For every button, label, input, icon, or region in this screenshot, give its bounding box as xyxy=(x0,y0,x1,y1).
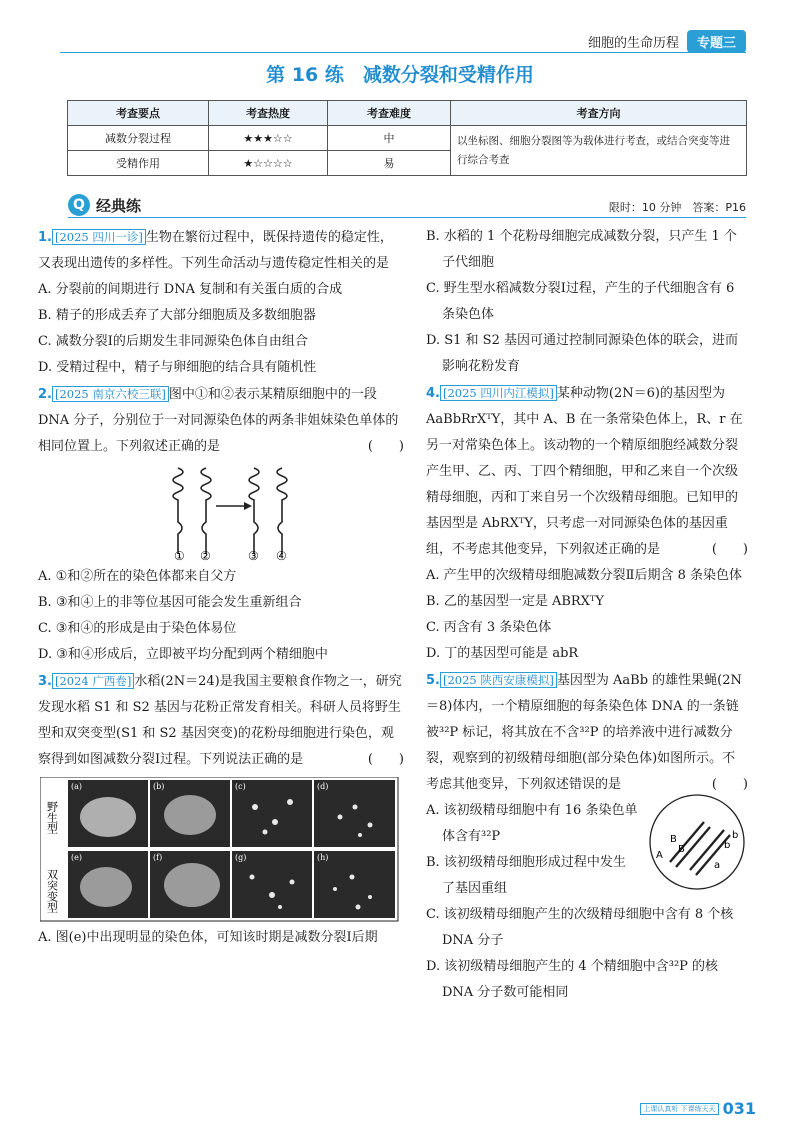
question-source: [2024 广西卷] xyxy=(52,673,134,689)
option-b[interactable]: B. 精子的形成丢弃了大部分细胞质及多数细胞器 xyxy=(38,308,316,323)
question-source: [2025 四川内江模拟] xyxy=(440,385,557,401)
option-a[interactable]: A. 该初级精母细胞中有 16 条染色单体含有³²P xyxy=(426,803,638,844)
question-stem: 基因型为 AaBb 的雄性果蝇(2N＝8)体内，一个精原细胞的每条染色体 DNA 的一条链被³²P 标记，将其放在不含³²P 的培养液中进行减数分裂，观察到的初级精母细胞(部分染色体)如图所示。不考虑其他变异，下列叙述错误的是 xyxy=(426,673,742,792)
footer-tag: 上课认真听 下课练天天 xyxy=(640,1103,718,1115)
gene-label: a xyxy=(714,860,721,871)
panel-label: (e) xyxy=(71,853,82,862)
section-title: 经典练 xyxy=(96,197,142,215)
panel-label: (h) xyxy=(317,853,329,862)
table-header: 考查难度 xyxy=(328,101,451,126)
option-a[interactable]: A. 产生甲的次级精母细胞减数分裂Ⅱ后期含 8 条染色体 xyxy=(426,568,743,583)
gene-label: B xyxy=(670,834,677,845)
question-1 xyxy=(38,224,404,381)
left-column xyxy=(38,224,404,951)
option-d[interactable]: D. 该初级精母细胞产生的 4 个精细胞中含³²P 的核 DNA 分子数可能相同 xyxy=(426,959,719,1000)
question-number: 1. xyxy=(38,230,52,245)
page-title: 第 16 练 减数分裂和受精作用 xyxy=(266,64,534,86)
header-title: 细胞的生命历程 xyxy=(587,36,679,51)
figure-label: ④ xyxy=(276,549,287,563)
option-c[interactable]: C. 野生型水稻减数分裂Ⅰ过程，产生的子代细胞含有 6 条染色体 xyxy=(426,281,735,322)
option-d[interactable]: D. 丁的基因型可能是 abR xyxy=(426,646,579,661)
table-direction-cell: 以坐标图、细胞分裂图等为载体进行考查，或结合突变等进行综合考查 xyxy=(451,126,747,176)
question-number: 3. xyxy=(38,674,52,689)
answer-ref: 答案：P16 xyxy=(692,201,746,214)
table-header: 考查要点 xyxy=(68,101,209,126)
answer-paren: ( ) xyxy=(711,777,748,792)
answer-paren: ( ) xyxy=(367,752,404,767)
answer-paren: ( ) xyxy=(367,439,404,454)
row-label-wildtype: 野生型 xyxy=(45,801,59,834)
question-stem: 某种动物(2N＝6)的基因型为 AaBbRrXᵀY，其中 A、B 在一条常染色体上，R、r 在另一对常染色体上。该动物的一个精原细胞经减数分裂产生甲、乙、丙、丁四个精细胞，甲和乙来自一个次级精母细胞，丙和丁来自另一个次级精母细胞。已知甲的基因型是 AbRXᵀY，只考虑一对同源染色体的基因重组，不考虑其他变异，下列叙述正确的是 xyxy=(426,386,743,557)
question-2 xyxy=(38,381,404,668)
question-source: [2025 南京六校三联] xyxy=(52,386,169,402)
table-cell: 中 xyxy=(328,126,451,151)
gene-label: b xyxy=(732,830,739,841)
gene-label: A xyxy=(656,850,663,861)
table-cell: ★☆☆☆☆ xyxy=(209,151,328,176)
panel-label: (b) xyxy=(153,782,165,791)
section-q-icon: Q xyxy=(68,194,90,216)
option-c[interactable]: C. 减数分裂Ⅰ的后期发生非同源染色体自由组合 xyxy=(38,334,308,349)
dna-crossover-figure xyxy=(38,460,404,564)
panel-label: (g) xyxy=(235,853,247,862)
question-source: [2025 陕西安康模拟] xyxy=(440,672,557,688)
chromosome-cell-figure xyxy=(642,792,752,892)
row-label-mutant: 双突变型 xyxy=(45,869,59,913)
option-d[interactable]: D. S1 和 S2 基因可通过控制同源染色体的联会，进而影响花粉发育 xyxy=(426,333,738,374)
micrograph-figure xyxy=(40,777,400,923)
answer-paren: ( ) xyxy=(711,542,748,557)
option-b[interactable]: B. 该初级精母细胞形成过程中发生了基因重组 xyxy=(426,855,626,896)
panel-label: (c) xyxy=(235,782,246,791)
gene-label: b xyxy=(724,840,731,851)
figure-label: ② xyxy=(200,549,211,563)
question-5 xyxy=(426,667,748,1006)
question-number: 2. xyxy=(38,387,52,402)
question-4 xyxy=(426,380,748,667)
page-header xyxy=(588,30,746,53)
question-number: 4. xyxy=(426,386,440,401)
table-header: 考查方向 xyxy=(451,101,747,126)
option-c[interactable]: C. 该初级精母细胞产生的次级精母细胞中含有 8 个核 DNA 分子 xyxy=(426,907,734,948)
page-number: 031 xyxy=(722,1099,756,1118)
header-divider xyxy=(60,52,746,53)
question-stem: 图中①和②表示某精原细胞中的一段 DNA 分子，分别位于一对同源染色体的两条非姐妹染色单体的相同位置上。下列叙述正确的是 xyxy=(38,387,399,454)
option-d[interactable]: D. ③和④形成后，立即被平均分配到两个精细胞中 xyxy=(38,647,328,662)
table-row xyxy=(68,126,747,151)
option-d[interactable]: D. 受精过程中，精子与卵细胞的结合具有随机性 xyxy=(38,360,317,375)
option-a[interactable]: A. 图(e)中出现明显的染色体，可知该时期是减数分裂Ⅰ后期 xyxy=(38,930,378,945)
question-stem: 生物在繁衍过程中，既保持遗传的稳定性，又表现出遗传的多样性。下列生命活动与遗传稳定性相关的是 xyxy=(38,230,393,271)
option-c[interactable]: C. ③和④的形成是由于染色体易位 xyxy=(38,621,237,636)
time-limit: 限时：10 分钟 xyxy=(608,201,682,214)
section-meta xyxy=(609,199,746,215)
option-c[interactable]: C. 丙含有 3 条染色体 xyxy=(426,620,552,635)
figure-label: ① xyxy=(174,549,185,563)
right-column xyxy=(426,224,748,1006)
question-stem: 水稻(2N＝24)是我国主要粮食作物之一，研究发现水稻 S1 和 S2 基因与花粉正常发育相关。科研人员将野生型和双突变型(S1 和 S2 基因突变)的花粉母细胞进行染色，观察得到如图减数分裂Ⅰ过程。下列说法正确的是 xyxy=(38,674,402,767)
exam-info-table xyxy=(67,100,747,176)
table-cell: 受精作用 xyxy=(68,151,209,176)
section-divider xyxy=(68,217,746,218)
figure-label: ③ xyxy=(248,549,259,563)
header-badge: 专题三 xyxy=(687,30,746,53)
question-3 xyxy=(38,668,404,951)
option-a[interactable]: A. 分裂前的间期进行 DNA 复制和有关蛋白质的合成 xyxy=(38,282,343,297)
table-cell: 易 xyxy=(328,151,451,176)
table-header-row xyxy=(68,101,747,126)
question-source: [2025 四川一诊] xyxy=(52,229,146,245)
option-b[interactable]: B. 乙的基因型一定是 ABRXᵀY xyxy=(426,594,604,609)
table-cell: 减数分裂过程 xyxy=(68,126,209,151)
panel-label: (f) xyxy=(153,853,163,862)
table-header: 考查热度 xyxy=(209,101,328,126)
panel-label: (d) xyxy=(317,782,329,791)
option-b[interactable]: B. ③和④上的非等位基因可能会发生重新组合 xyxy=(38,595,302,610)
option-a[interactable]: A. ①和②所在的染色体都来自父方 xyxy=(38,569,237,584)
panel-label: (a) xyxy=(71,782,83,791)
gene-label: B xyxy=(678,844,685,855)
page-footer xyxy=(640,1099,756,1118)
option-b[interactable]: B. 水稻的 1 个花粉母细胞完成减数分裂，只产生 1 个子代细胞 xyxy=(426,229,737,270)
table-cell: ★★★☆☆ xyxy=(209,126,328,151)
question-number: 5. xyxy=(426,673,440,688)
